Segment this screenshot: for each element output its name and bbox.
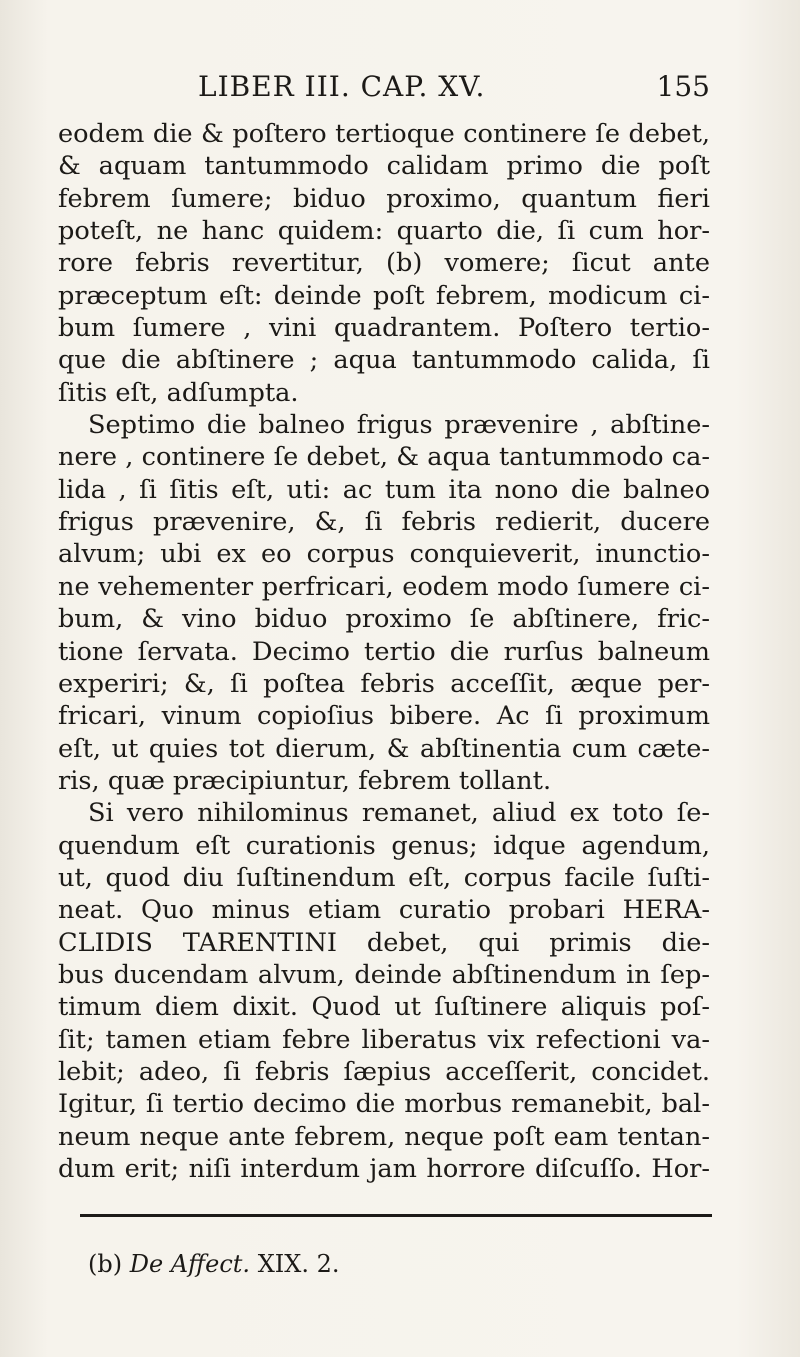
text-line: febrem ſumere; biduo proximo, quantum fieri bbox=[58, 183, 710, 214]
text-line: ut, quod diu ſuſtinendum eſt, corpus facile ſuſti- bbox=[58, 862, 710, 893]
text-line: fricari, vinum copioſius bibere. Ac ſi proximum bbox=[58, 701, 710, 732]
text-line: bum ſumere , vini quadrantem. Poſtero tertio- bbox=[58, 313, 710, 344]
text-line: timum diem dixit. Quod ut ſuſtinere aliquis poſ- bbox=[58, 992, 710, 1023]
text-line: ſitis eſt, adſumpta. bbox=[58, 377, 299, 408]
footnote bbox=[88, 1250, 340, 1278]
text-line: quendum eſt curationis genus; idque agendum, bbox=[58, 830, 710, 861]
page-header bbox=[58, 70, 710, 110]
text-line: ſit; tamen etiam febre liberatus vix refectioni va- bbox=[58, 1024, 710, 1055]
text-line: ne vehementer perfricari, eodem modo ſumere ci- bbox=[58, 571, 710, 602]
text-line: bus ducendam alvum, deinde abſtinendum in ſep- bbox=[58, 959, 710, 990]
text-line: experiri; &, ſi poſtea febris acceſſit, æque per- bbox=[58, 668, 710, 699]
text-line: & aquam tantummodo calidam primo die poſt bbox=[58, 151, 710, 182]
text-line: frigus prævenire, &, ſi febris redierit, ducere bbox=[58, 507, 710, 538]
text-line: bum, & vino biduo proximo ſe abſtinere, fric- bbox=[58, 604, 710, 635]
text-line: nere , continere ſe debet, & aqua tantummodo ca- bbox=[58, 442, 710, 473]
text-line: eſt, ut quies tot dierum, & abſtinentia cum cæte- bbox=[58, 733, 710, 764]
text-line: neat. Quo minus etiam curatio probari HERA- bbox=[58, 895, 710, 926]
footnote-reference: XIX. 2. bbox=[257, 1250, 340, 1278]
text-line: tione ſervata. Decimo tertio die rurſus balneum bbox=[58, 636, 710, 667]
text-line: neum neque ante febrem, neque poſt eam tentan- bbox=[58, 1121, 710, 1152]
footnote-source: De Affect. bbox=[129, 1250, 251, 1278]
text-line: CLIDIS TARENTINI debet, qui primis die- bbox=[58, 927, 710, 958]
text-line: alvum; ubi ex eo corpus conquieverit, inunctio- bbox=[58, 539, 710, 570]
page-number: 155 bbox=[656, 70, 710, 103]
text-line: Igitur, ſi tertio decimo die morbus remanebit, bal- bbox=[58, 1089, 710, 1120]
text-line: ris, quæ præcipiuntur, febrem tollant. bbox=[58, 765, 552, 796]
text-line: que die abſtinere ; aqua tantummodo calida, ſi bbox=[58, 345, 710, 376]
text-line: præceptum eſt: deinde poſt febrem, modicum ci- bbox=[58, 280, 710, 311]
text-line: lida , ſi ſitis eſt, uti: ac tum ita nono die balneo bbox=[58, 474, 710, 505]
text-line: rore febris revertitur, (b) vomere; ſicut ante bbox=[58, 248, 710, 279]
footnote-marker: (b) bbox=[88, 1250, 123, 1278]
text-line: Si vero nihilominus remanet, aliud ex toto ſe- bbox=[88, 798, 710, 829]
footnote-rule bbox=[80, 1214, 712, 1217]
text-line: Septimo die balneo frigus prævenire , abſtine- bbox=[88, 410, 710, 441]
running-title: LIBER III. CAP. XV. bbox=[198, 70, 486, 103]
text-line: eodem die & poſtero tertioque continere ſe debet, bbox=[58, 119, 710, 149]
body-text bbox=[58, 118, 710, 1185]
text-line: poteſt, ne hanc quidem: quarto die, ſi cum hor- bbox=[58, 216, 710, 247]
text-line: dum erit; niſi interdum jam horrore diſcuſſo. Hor- bbox=[58, 1154, 710, 1184]
text-line: lebit; adeo, ſi febris ſæpius acceſſerit, concidet. bbox=[58, 1056, 710, 1087]
